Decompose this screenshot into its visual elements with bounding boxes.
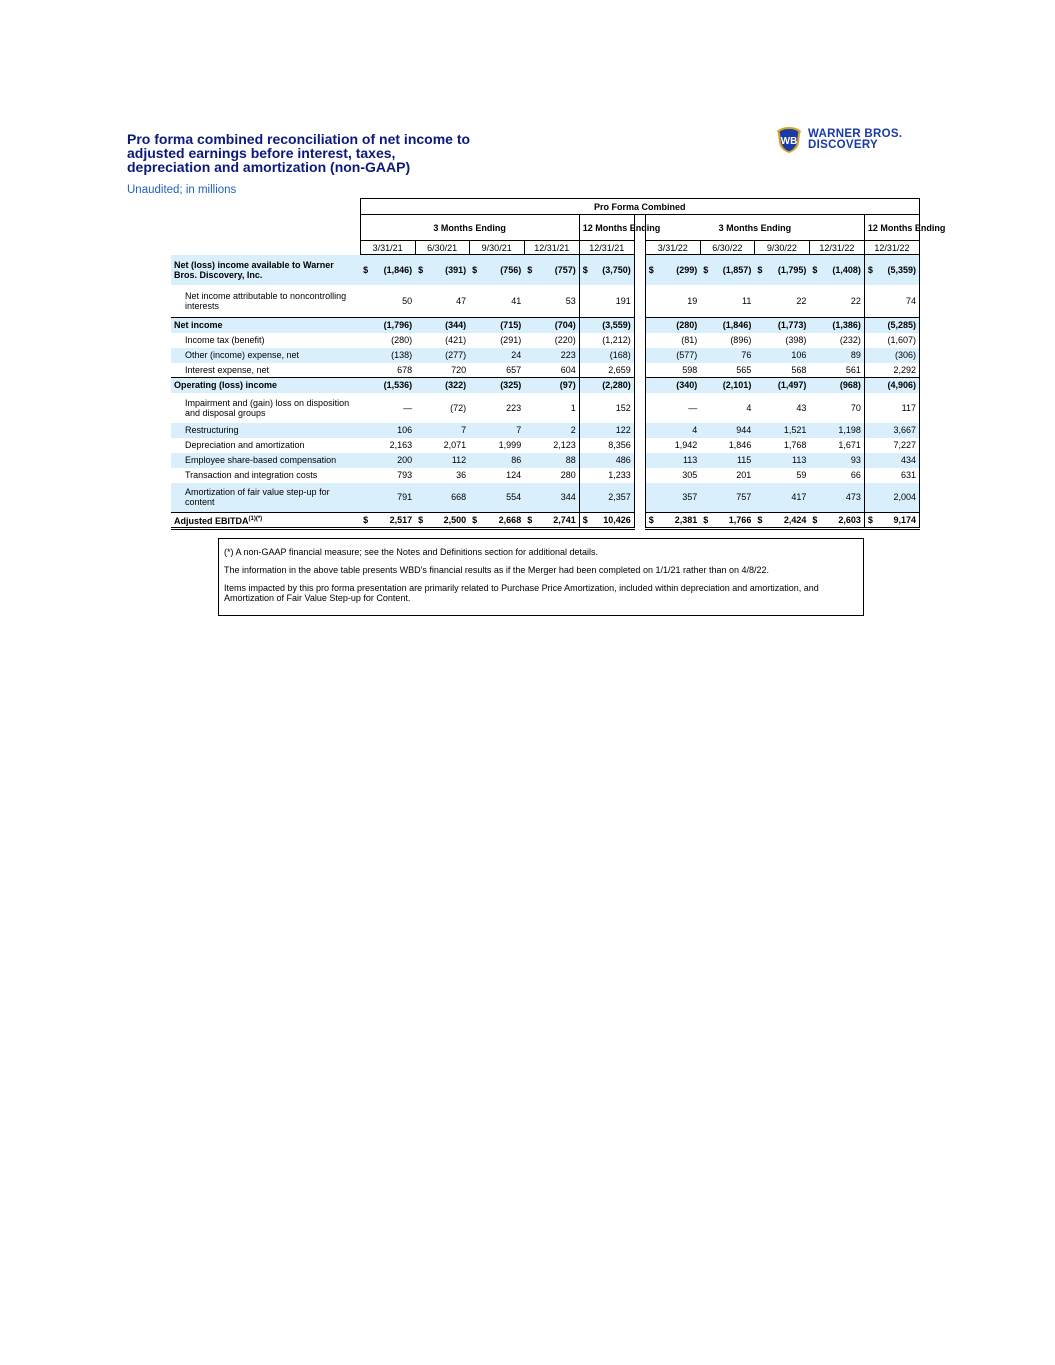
cell-value: 11 xyxy=(741,295,752,306)
cell-value: (577) xyxy=(645,348,700,363)
cell-value: 7 xyxy=(469,423,524,438)
cell-value: (1,536) xyxy=(360,378,415,393)
cell-value: 2,500 xyxy=(443,515,467,525)
cell-value: 112 xyxy=(415,453,469,468)
cell-value: 2,357 xyxy=(579,483,634,513)
cell-value: 117 xyxy=(864,393,919,423)
cell-value: (1,795) xyxy=(777,264,807,275)
cell-value: (1,796) xyxy=(360,318,415,333)
cell-value: (72) xyxy=(450,402,467,413)
title-line-1: Pro forma combined reconciliation of net income to xyxy=(127,131,471,147)
table-row: Net (loss) income available to Warner Bros. Discovery, Inc. $ (1,846) $ (391) $ (756) $ (757) $ (3,750) $ (299) $ (1,857) $ (1,795) $ (1,408) $ (5,359) xyxy=(171,255,920,285)
cell-value: 1,768 xyxy=(783,440,807,450)
cell-value: (220) xyxy=(524,333,579,348)
cell-value: (1,408) xyxy=(832,264,861,275)
row-label: Employee share-based compensation xyxy=(171,453,360,468)
cell-value: 76 xyxy=(700,348,754,363)
note-3: Items impacted by this pro forma presentation are primarily related to Purchase Price Amortization, included within depreciation and amortization, and Amortization of Fair Value Step-up for Content. xyxy=(224,583,819,603)
cell-value: 668 xyxy=(415,483,469,513)
cell-value: (340) xyxy=(645,378,700,393)
cell-value: 2,123 xyxy=(524,438,579,453)
date-header: 3/31/22 xyxy=(645,241,700,255)
reconciliation-table xyxy=(171,198,946,530)
cell-value: 944 xyxy=(700,423,754,438)
three-months-header-2022: 3 Months Ending xyxy=(645,215,864,241)
cell-value: 4 xyxy=(746,402,752,413)
date-header: 12/31/21 xyxy=(579,241,634,255)
row-label: Restructuring xyxy=(171,423,360,438)
cell-value: (1,497) xyxy=(754,378,809,393)
cell-value: 122 xyxy=(579,423,634,438)
cell-value: (1,846) xyxy=(383,264,413,275)
cell-value: 7 xyxy=(415,423,469,438)
cell-value: (5,359) xyxy=(887,264,916,275)
cell-value: 554 xyxy=(469,483,524,513)
cell-value: 1,198 xyxy=(809,423,864,438)
cell-value: (138) xyxy=(360,348,415,363)
cell-value: (81) xyxy=(645,333,700,348)
cell-value: (896) xyxy=(730,335,752,345)
cell-value: 2,004 xyxy=(864,483,919,513)
cell-value: 1,846 xyxy=(728,440,752,450)
cell-value: 2,381 xyxy=(674,515,698,525)
cell-value: (3,559) xyxy=(579,318,634,333)
title-line-2: adjusted earnings before interest, taxes, xyxy=(127,145,396,161)
cell-value: 2,659 xyxy=(579,363,634,378)
cell-value: (1,386) xyxy=(809,318,864,333)
title-line-3: depreciation and amortization (non-GAAP) xyxy=(127,159,411,175)
cell-value: 565 xyxy=(736,364,752,375)
cell-value: 36 xyxy=(456,470,467,480)
cell-value: 793 xyxy=(397,470,413,480)
note-1: (*) A non-GAAP financial measure; see the Notes and Definitions section for additional details. xyxy=(224,547,599,557)
cell-value: (2,280) xyxy=(579,378,634,393)
table-row xyxy=(171,453,920,468)
logo-mark: WB xyxy=(780,136,798,147)
subtitle: Unaudited; in millions xyxy=(127,184,237,196)
table-row xyxy=(171,393,920,423)
cell-value: 59 xyxy=(796,470,807,480)
cell-value: 1,766 xyxy=(728,515,752,525)
cell-value: (277) xyxy=(415,348,469,363)
cell-value: (344) xyxy=(415,318,469,333)
cell-value: 2,163 xyxy=(389,440,413,450)
cell-value: 598 xyxy=(645,363,700,378)
cell-value: 434 xyxy=(864,453,919,468)
cell-value: 678 xyxy=(397,364,413,375)
row-label: Adjusted $EBITDA^{(1)(*)}$ xyxy=(171,513,360,529)
row-label: Impairment and (gain) loss on disposition and disposal groups xyxy=(185,397,350,418)
cell-value: (1,212) xyxy=(579,333,634,348)
cell-value: 124 xyxy=(506,470,522,480)
cell-value: 113 xyxy=(754,453,809,468)
group-header: Pro Forma Combined xyxy=(360,199,919,215)
cell-value: 791 xyxy=(360,483,415,513)
cell-value: (1,607) xyxy=(864,333,919,348)
cell-value: 70 xyxy=(809,393,864,423)
page-title xyxy=(127,132,527,174)
cell-value: (421) xyxy=(445,335,467,345)
cell-value: (325) xyxy=(469,378,524,393)
cell-value: — xyxy=(645,393,700,423)
cell-value: 201 xyxy=(736,470,752,480)
cell-value: 74 xyxy=(864,285,919,318)
cell-value: 486 xyxy=(579,453,634,468)
cell-value: (398) xyxy=(785,335,807,345)
date-header: 9/30/21 xyxy=(469,241,524,255)
cell-value: 47 xyxy=(456,295,467,306)
cell-value: 152 xyxy=(579,393,634,423)
cell-value: 604 xyxy=(524,363,579,378)
cell-value: (168) xyxy=(579,348,634,363)
notes-box xyxy=(218,538,864,616)
cell-value: (704) xyxy=(524,318,579,333)
cell-value: (2,101) xyxy=(700,378,754,393)
cell-value: 2,071 xyxy=(443,440,467,450)
row-label: Amortization of fair value step-up for content xyxy=(171,483,360,513)
row-label: Depreciation and amortization xyxy=(185,440,305,450)
cell-value: 2,603 xyxy=(838,515,861,525)
cell-value: 1,521 xyxy=(754,423,809,438)
table-row xyxy=(171,378,920,393)
cell-value: 41 xyxy=(511,295,522,306)
cell-value: (280) xyxy=(391,335,413,345)
cell-value: 191 xyxy=(579,285,634,318)
cell-value: 1,233 xyxy=(579,468,634,483)
row-label: Net (loss) income available to Warner Bros. Discovery, Inc. xyxy=(171,255,360,285)
cell-value: 357 xyxy=(645,483,700,513)
cell-value: 280 xyxy=(524,468,579,483)
logo-line-1: WARNER BROS. xyxy=(808,127,903,140)
cell-value: 473 xyxy=(809,483,864,513)
cell-value: 7,227 xyxy=(864,438,919,453)
cell-value: 86 xyxy=(469,453,524,468)
cell-value: (3,750) xyxy=(602,264,631,275)
cell-value: 66 xyxy=(809,468,864,483)
cell-value: 417 xyxy=(754,483,809,513)
cell-value: 43 xyxy=(796,402,807,413)
row-label: Income tax (benefit) xyxy=(185,335,265,345)
cell-value: 9,174 xyxy=(893,515,916,525)
row-label: Other (income) expense, net xyxy=(171,348,360,363)
cell-value: 344 xyxy=(524,483,579,513)
cell-value: (757) xyxy=(554,264,576,275)
wb-shield-icon xyxy=(776,126,802,154)
cell-value: 1,999 xyxy=(498,440,522,450)
cell-value: (968) xyxy=(809,378,864,393)
cell-value: (715) xyxy=(469,318,524,333)
logo-line-2: DISCOVERY xyxy=(808,139,879,151)
cell-value: 2 xyxy=(524,423,579,438)
cell-value: 53 xyxy=(524,285,579,318)
cell-value: 4 xyxy=(645,423,700,438)
twelve-months-header-2022: 12 Months Ending xyxy=(864,215,919,241)
cell-value: 657 xyxy=(506,364,522,375)
date-header: 12/31/22 xyxy=(864,241,919,255)
row-label: Interest expense, net xyxy=(185,364,270,375)
cell-value: — xyxy=(403,402,413,413)
cell-value: 2,668 xyxy=(498,515,522,525)
table-row xyxy=(171,348,920,363)
cell-value: 631 xyxy=(864,468,919,483)
cell-value: (1,857) xyxy=(722,264,752,275)
cell-value: 720 xyxy=(451,364,467,375)
table-row xyxy=(171,333,920,348)
cell-value: (232) xyxy=(809,333,864,348)
row-label: Net income xyxy=(171,318,360,333)
cell-value: (756) xyxy=(500,264,522,275)
cell-value: 1 xyxy=(524,393,579,423)
cell-value: 113 xyxy=(645,453,700,468)
cell-value: 19 xyxy=(645,285,700,318)
cell-value: 200 xyxy=(360,453,415,468)
table-row xyxy=(171,438,920,453)
date-header: 3/31/21 xyxy=(360,241,415,255)
cell-value: 24 xyxy=(469,348,524,363)
cell-value: 106 xyxy=(360,423,415,438)
row-label: Transaction and integration costs xyxy=(185,470,318,480)
cell-value: 22 xyxy=(796,295,807,306)
cell-value: (1,773) xyxy=(754,318,809,333)
cell-value: 22 xyxy=(809,285,864,318)
cell-value: (97) xyxy=(524,378,579,393)
cell-value: 2,741 xyxy=(553,515,576,525)
cell-value: 115 xyxy=(700,453,754,468)
row-label: Operating (loss) income xyxy=(171,378,360,393)
cell-value: 8,356 xyxy=(579,438,634,453)
table-row xyxy=(171,423,920,438)
table-row xyxy=(171,363,920,378)
cell-value: (391) xyxy=(445,264,467,275)
cell-value: (280) xyxy=(645,318,700,333)
cell-value: 89 xyxy=(809,348,864,363)
cell-value: 93 xyxy=(809,453,864,468)
cell-value: 223 xyxy=(524,348,579,363)
cell-value: 2,517 xyxy=(389,515,413,525)
three-months-header-2021: 3 Months Ending xyxy=(360,215,579,241)
cell-value: 223 xyxy=(506,402,522,413)
cell-value: 106 xyxy=(754,348,809,363)
note-2: The information in the above table presents WBD's financial results as if the Merger had been completed on 1/1/21 rather than on 4/8/22. xyxy=(224,565,770,575)
cell-value: 3,667 xyxy=(864,423,919,438)
cell-value: 1,671 xyxy=(809,438,864,453)
cell-value: 10,426 xyxy=(603,515,631,525)
cell-value: (299) xyxy=(676,264,698,275)
cell-value: 88 xyxy=(524,453,579,468)
date-header: 6/30/22 xyxy=(700,241,754,255)
date-header: 6/30/21 xyxy=(415,241,469,255)
cell-value: 50 xyxy=(402,295,413,306)
cell-value: 1,942 xyxy=(645,438,700,453)
cell-value: 568 xyxy=(791,364,807,375)
cell-value: (4,906) xyxy=(864,378,919,393)
cell-value: (5,285) xyxy=(864,318,919,333)
cell-value: 2,292 xyxy=(864,363,919,378)
date-header: 9/30/22 xyxy=(754,241,809,255)
cell-value: 2,424 xyxy=(783,515,807,525)
table-row xyxy=(171,468,920,483)
date-header: 12/31/22 xyxy=(809,241,864,255)
table-row xyxy=(171,285,920,318)
wbd-logo xyxy=(776,126,902,154)
date-header: 12/31/21 xyxy=(524,241,579,255)
cell-value: 305 xyxy=(645,468,700,483)
cell-value: (306) xyxy=(864,348,919,363)
cell-value: 757 xyxy=(700,483,754,513)
twelve-months-header-2021: 12 Months Ending xyxy=(579,215,634,241)
table-row xyxy=(171,318,920,333)
row-label: Net income attributable to noncontrolling interests xyxy=(185,290,347,311)
table-row xyxy=(171,483,920,513)
table-row: Adjusted $EBITDA^{(1)(*)}$ $ 2,517 $ 2,500 $ 2,668 $ 2,741 $ 10,426 $ 2,381 $ 1,766 $ 2,424 $ 2,603 $ 9,174 xyxy=(171,513,920,529)
cell-value: 561 xyxy=(809,363,864,378)
cell-value: (322) xyxy=(415,378,469,393)
cell-value: (291) xyxy=(500,335,522,345)
cell-value: (1,846) xyxy=(700,318,754,333)
